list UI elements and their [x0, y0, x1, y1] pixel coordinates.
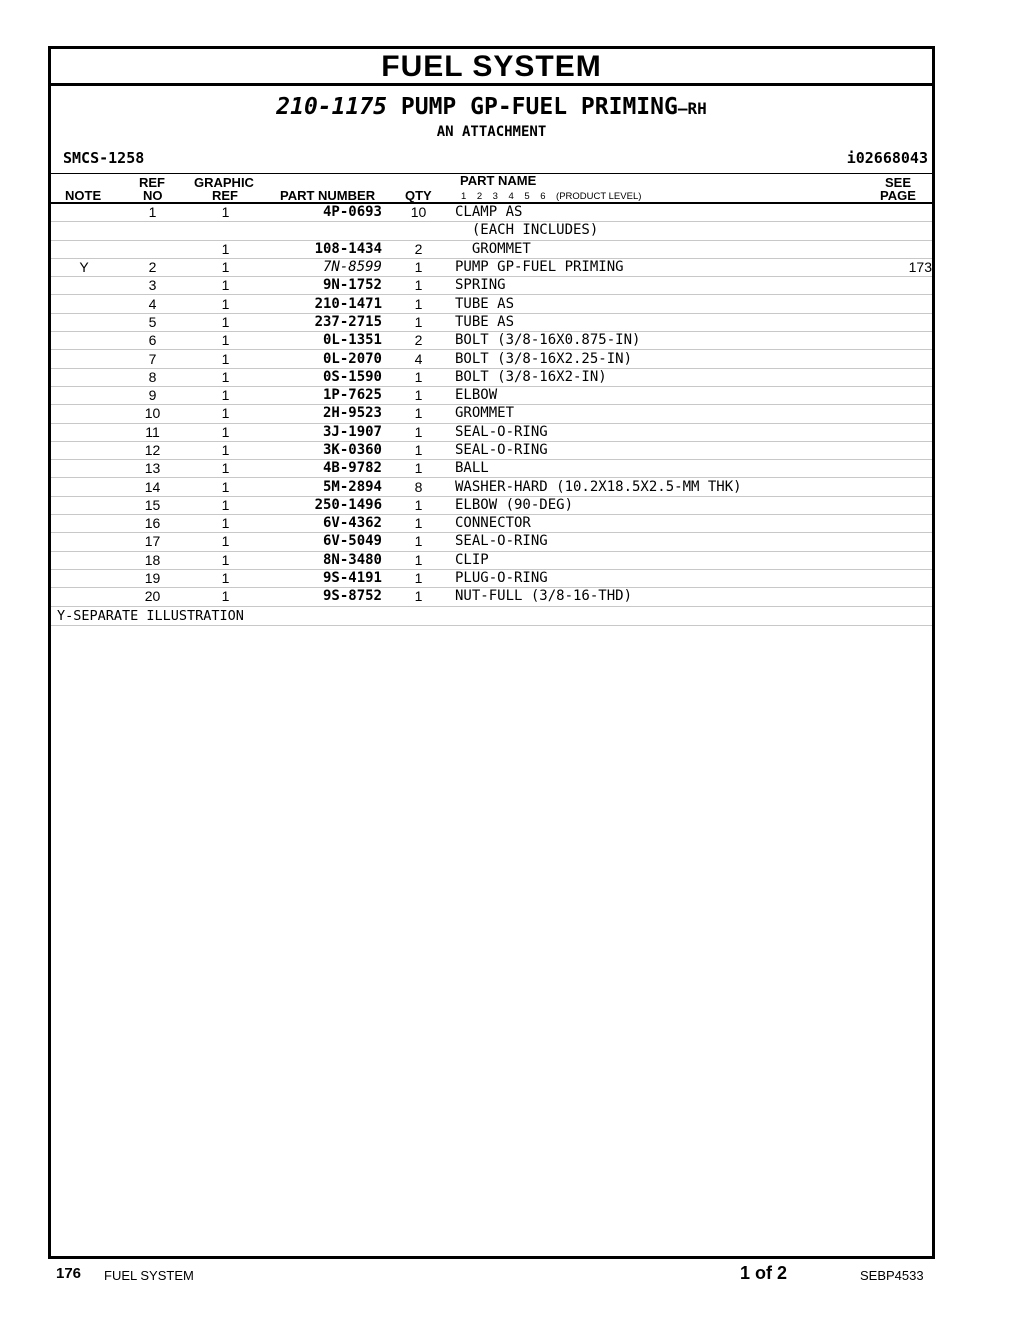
attachment-label: AN ATTACHMENT: [436, 124, 547, 140]
row-ref-no: 11: [117, 423, 188, 441]
row-see-page: [845, 332, 932, 350]
row-see-page: [845, 588, 932, 606]
row-qty: 10: [382, 204, 455, 222]
row-ref-no: 3: [117, 277, 188, 295]
row-ref-no: 6: [117, 332, 188, 350]
row-see-page: [845, 496, 932, 514]
row-qty: 1: [382, 441, 455, 459]
smcs-code: SMCS-1258: [63, 149, 145, 167]
row-graphic-ref: [188, 222, 263, 240]
row-ref-no: 2: [117, 258, 188, 276]
row-graphic-ref: 1: [188, 350, 263, 368]
row-note: [51, 386, 117, 404]
row-part-number: 9S-4191: [263, 569, 382, 587]
row-qty: 8: [382, 478, 455, 496]
row-graphic-ref: 1: [188, 533, 263, 551]
row-part-number: 210-1471: [263, 295, 382, 313]
col-part-name: PART NAME: [460, 173, 537, 188]
group-part-number: 210-1175: [276, 94, 388, 120]
row-graphic-ref: 1: [188, 313, 263, 331]
row-qty: 1: [382, 258, 455, 276]
col-qty: QTY: [405, 188, 432, 203]
row-note: [51, 350, 117, 368]
footer-section: FUEL SYSTEM: [104, 1268, 194, 1283]
row-qty: 1: [382, 277, 455, 295]
row-part-number: 237-2715: [263, 313, 382, 331]
col-ref-no-line2: NO: [143, 188, 163, 203]
row-part-number: 1P-7625: [263, 386, 382, 404]
row-graphic-ref: 1: [188, 515, 263, 533]
row-qty: 2: [382, 240, 455, 258]
row-note: [51, 569, 117, 587]
footer-document-number: SEBP4533: [860, 1268, 924, 1283]
row-graphic-ref: 1: [188, 277, 263, 295]
page-footer: [0, 1265, 1020, 1289]
table-row: [51, 569, 932, 587]
row-graphic-ref: 1: [188, 460, 263, 478]
row-graphic-ref: 1: [188, 496, 263, 514]
col-note: NOTE: [65, 188, 102, 203]
row-graphic-ref: 1: [188, 588, 263, 606]
parts-table: [51, 204, 932, 607]
row-part-name: CONNECTOR: [455, 515, 845, 533]
row-ref-no: 14: [117, 478, 188, 496]
table-row: [51, 240, 932, 258]
row-part-number: 8N-3480: [263, 551, 382, 569]
table-row: [51, 460, 932, 478]
row-part-number: 0L-1351: [263, 332, 382, 350]
row-see-page: [845, 350, 932, 368]
table-row: [51, 405, 932, 423]
row-graphic-ref: 1: [188, 368, 263, 386]
row-graphic-ref: 1: [188, 258, 263, 276]
table-row: [51, 496, 932, 514]
row-note: [51, 533, 117, 551]
row-part-name: SEAL-O-RING: [455, 441, 845, 459]
row-note: [51, 204, 117, 222]
row-part-number: 6V-4362: [263, 515, 382, 533]
table-row: [51, 588, 932, 606]
row-note: [51, 515, 117, 533]
row-part-name: NUT-FULL (3/8-16-THD): [455, 588, 845, 606]
row-see-page: [845, 460, 932, 478]
col-see-page-line2: PAGE: [880, 188, 916, 203]
row-part-name: ELBOW (90-DEG): [455, 496, 845, 514]
row-qty: 1: [382, 423, 455, 441]
row-qty: 2: [382, 332, 455, 350]
row-part-name: SEAL-O-RING: [455, 533, 845, 551]
row-part-name: BOLT (3/8-16X2.25-IN): [455, 350, 845, 368]
row-ref-no: 10: [117, 405, 188, 423]
row-ref-no: 13: [117, 460, 188, 478]
document-ident: i02668043: [846, 149, 928, 167]
parts-table-body: [51, 204, 932, 606]
row-part-name: ELBOW: [455, 386, 845, 404]
row-ref-no: 18: [117, 551, 188, 569]
row-ref-no: 8: [117, 368, 188, 386]
table-row: [51, 204, 932, 222]
row-qty: 1: [382, 588, 455, 606]
table-row: [51, 423, 932, 441]
row-note: Y: [51, 258, 117, 276]
table-row: [51, 441, 932, 459]
row-see-page: [845, 569, 932, 587]
row-part-name: BOLT (3/8-16X2-IN): [455, 368, 845, 386]
row-part-name: SEAL-O-RING: [455, 423, 845, 441]
col-graphic-ref-line1: GRAPHIC: [194, 175, 254, 190]
row-note: [51, 313, 117, 331]
row-qty: 1: [382, 551, 455, 569]
row-ref-no: 7: [117, 350, 188, 368]
table-row: [51, 332, 932, 350]
row-part-number: 9S-8752: [263, 588, 382, 606]
row-part-number: 4P-0693: [263, 204, 382, 222]
row-see-page: [845, 478, 932, 496]
page-title: FUEL SYSTEM: [51, 49, 932, 86]
row-ref-no: 9: [117, 386, 188, 404]
row-ref-no: 20: [117, 588, 188, 606]
row-graphic-ref: 1: [188, 204, 263, 222]
row-note: [51, 295, 117, 313]
row-qty: 1: [382, 295, 455, 313]
table-row: [51, 551, 932, 569]
row-see-page: [845, 515, 932, 533]
row-part-number: 250-1496: [263, 496, 382, 514]
col-product-level: 1 2 3 4 5 6 (PRODUCT LEVEL): [461, 191, 642, 202]
footnote: Y-SEPARATE ILLUSTRATION: [51, 607, 932, 626]
row-graphic-ref: 1: [188, 405, 263, 423]
group-name: PUMP GP-FUEL PRIMING: [400, 94, 678, 120]
row-graphic-ref: 1: [188, 441, 263, 459]
row-note: [51, 332, 117, 350]
row-see-page: [845, 368, 932, 386]
row-qty: [382, 222, 455, 240]
row-ref-no: 17: [117, 533, 188, 551]
row-qty: 1: [382, 405, 455, 423]
row-part-name: PLUG-O-RING: [455, 569, 845, 587]
row-part-number: 0S-1590: [263, 368, 382, 386]
column-header: [51, 174, 932, 204]
row-part-number: 5M-2894: [263, 478, 382, 496]
row-see-page: [845, 423, 932, 441]
row-qty: 1: [382, 496, 455, 514]
parts-page-frame: [48, 46, 935, 1259]
row-part-name: TUBE AS: [455, 295, 845, 313]
row-part-number: 3J-1907: [263, 423, 382, 441]
row-part-number: 108-1434: [263, 240, 382, 258]
row-part-number: 7N-8599: [263, 258, 382, 276]
row-qty: 1: [382, 368, 455, 386]
table-row: [51, 386, 932, 404]
row-see-page: [845, 405, 932, 423]
row-part-name: SPRING: [455, 277, 845, 295]
row-note: [51, 478, 117, 496]
row-note: [51, 423, 117, 441]
row-qty: 1: [382, 460, 455, 478]
row-graphic-ref: 1: [188, 569, 263, 587]
table-row: [51, 277, 932, 295]
row-ref-no: 16: [117, 515, 188, 533]
footer-page-of: 1 of 2: [740, 1263, 788, 1283]
row-graphic-ref: 1: [188, 478, 263, 496]
row-see-page: [845, 204, 932, 222]
row-see-page: [845, 313, 932, 331]
table-row: [51, 533, 932, 551]
row-part-name: TUBE AS: [455, 313, 845, 331]
row-ref-no: 19: [117, 569, 188, 587]
row-part-name: CLAMP AS: [455, 204, 845, 222]
table-row: [51, 350, 932, 368]
col-part-number: PART NUMBER: [280, 188, 376, 203]
row-see-page: [845, 441, 932, 459]
row-note: [51, 496, 117, 514]
col-see-page-line1: SEE: [885, 175, 912, 190]
row-see-page: [845, 386, 932, 404]
row-part-name: WASHER-HARD (10.2X18.5X2.5-MM THK): [455, 478, 845, 496]
row-see-page: [845, 533, 932, 551]
table-row: [51, 258, 932, 276]
row-see-page: [845, 240, 932, 258]
row-graphic-ref: 1: [188, 332, 263, 350]
row-note: [51, 222, 117, 240]
row-part-number: 6V-5049: [263, 533, 382, 551]
row-qty: 1: [382, 515, 455, 533]
row-qty: 1: [382, 569, 455, 587]
row-part-number: 9N-1752: [263, 277, 382, 295]
row-part-name: BALL: [455, 460, 845, 478]
table-row: [51, 478, 932, 496]
row-part-number: 0L-2070: [263, 350, 382, 368]
row-graphic-ref: 1: [188, 386, 263, 404]
row-ref-no: 12: [117, 441, 188, 459]
row-qty: 1: [382, 313, 455, 331]
footer-page-number: 176: [56, 1265, 82, 1282]
row-note: [51, 460, 117, 478]
row-part-name: PUMP GP-FUEL PRIMING: [455, 258, 845, 276]
row-graphic-ref: 1: [188, 423, 263, 441]
row-graphic-ref: 1: [188, 295, 263, 313]
row-ref-no: 4: [117, 295, 188, 313]
table-row: [51, 295, 932, 313]
row-ref-no: [117, 240, 188, 258]
table-row: [51, 368, 932, 386]
row-see-page: [845, 277, 932, 295]
row-qty: 1: [382, 533, 455, 551]
table-row: [51, 222, 932, 240]
row-part-number: 3K-0360: [263, 441, 382, 459]
row-see-page: [845, 551, 932, 569]
col-ref-no-line1: REF: [139, 175, 165, 190]
row-part-number: 4B-9782: [263, 460, 382, 478]
row-note: [51, 441, 117, 459]
group-suffix: —RH: [677, 99, 707, 118]
row-note: [51, 405, 117, 423]
row-graphic-ref: 1: [188, 240, 263, 258]
row-note: [51, 588, 117, 606]
row-qty: 4: [382, 350, 455, 368]
row-note: [51, 551, 117, 569]
row-part-number: [263, 222, 382, 240]
row-qty: 1: [382, 386, 455, 404]
row-note: [51, 368, 117, 386]
row-ref-no: 1: [117, 204, 188, 222]
row-see-page: 173: [845, 258, 932, 276]
smcs-row: [51, 147, 932, 174]
group-title: [51, 94, 932, 122]
row-graphic-ref: 1: [188, 551, 263, 569]
row-part-name: (EACH INCLUDES): [455, 222, 845, 240]
row-part-name: GROMMET: [455, 240, 845, 258]
row-part-name: CLIP: [455, 551, 845, 569]
row-note: [51, 240, 117, 258]
row-part-number: 2H-9523: [263, 405, 382, 423]
row-see-page: [845, 222, 932, 240]
row-see-page: [845, 295, 932, 313]
row-part-name: GROMMET: [455, 405, 845, 423]
row-ref-no: 5: [117, 313, 188, 331]
row-ref-no: 15: [117, 496, 188, 514]
row-note: [51, 277, 117, 295]
table-row: [51, 313, 932, 331]
row-ref-no: [117, 222, 188, 240]
row-part-name: BOLT (3/8-16X0.875-IN): [455, 332, 845, 350]
table-row: [51, 515, 932, 533]
col-graphic-ref-line2: REF: [212, 188, 238, 203]
